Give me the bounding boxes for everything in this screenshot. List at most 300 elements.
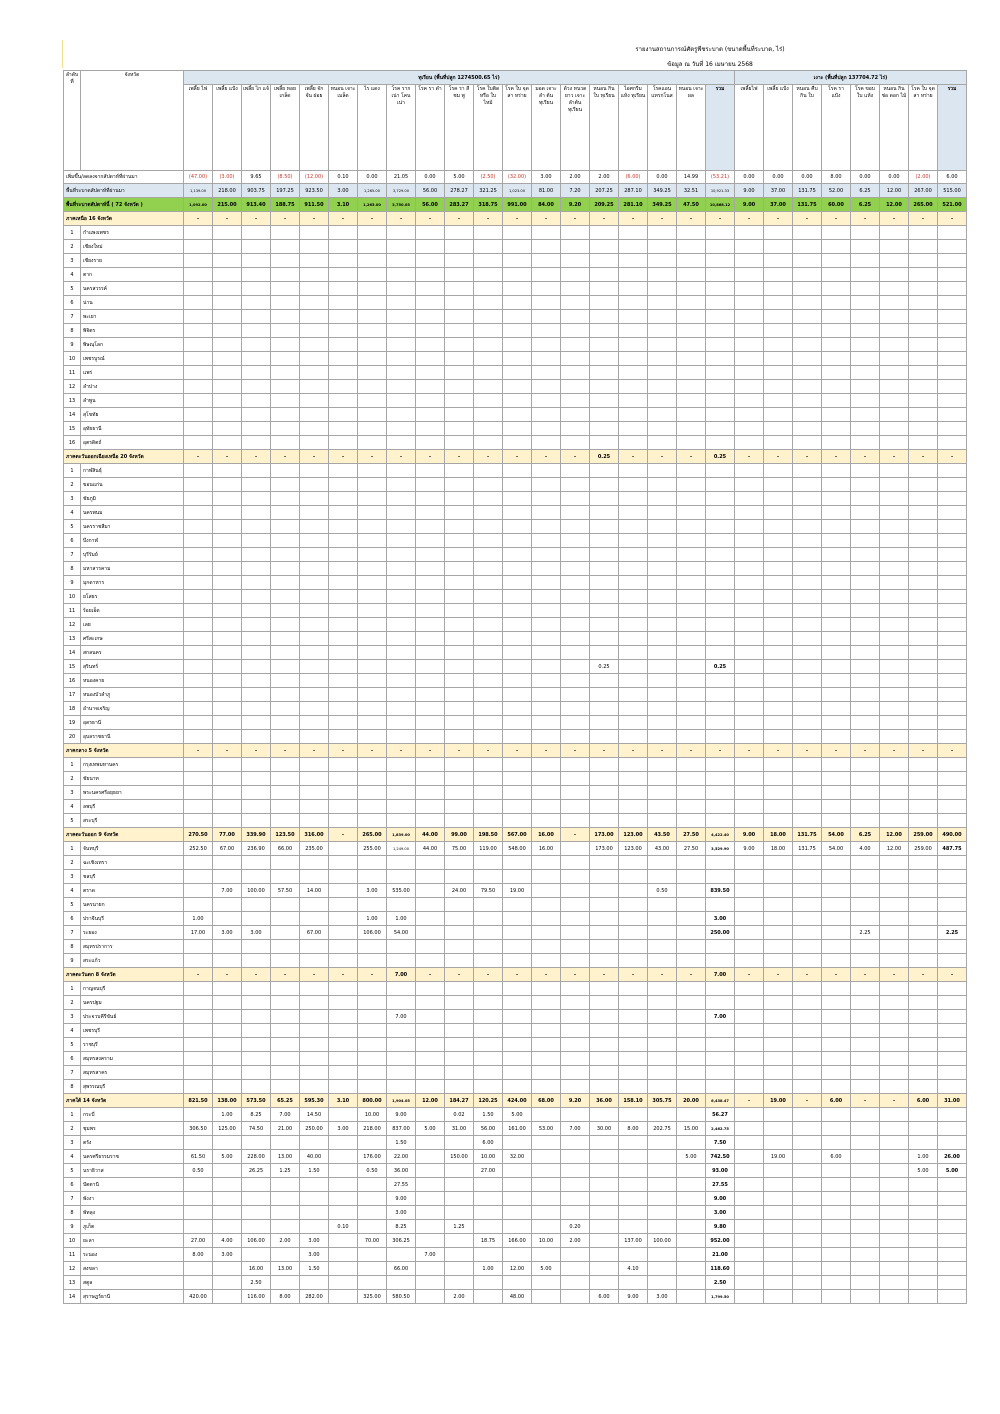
value-cell: [213, 478, 242, 492]
value-cell: [445, 660, 474, 674]
value-cell: [677, 940, 706, 954]
value-cell: 3.00: [242, 926, 271, 940]
durian-column-header: หนอน กินใบ ทุเรียน: [590, 85, 619, 171]
value-cell: [735, 982, 764, 996]
value-cell: [706, 394, 735, 408]
value-cell: [590, 562, 619, 576]
value-cell: [851, 912, 880, 926]
value-cell: [590, 1206, 619, 1220]
value-cell: [184, 772, 213, 786]
value-cell: [213, 1262, 242, 1276]
value-cell: [764, 548, 793, 562]
value-cell: 837.00: [387, 1122, 416, 1136]
region-row: [64, 212, 967, 226]
value-cell: 18.00: [764, 828, 793, 842]
value-cell: [242, 730, 271, 744]
value-cell: [793, 408, 822, 422]
value-cell: [300, 814, 329, 828]
value-cell: 3,729.00: [387, 184, 416, 198]
value-cell: [387, 492, 416, 506]
value-cell: [880, 338, 909, 352]
durian-column-header: เพลี้ย แป้ง: [213, 85, 242, 171]
value-cell: [300, 1206, 329, 1220]
value-cell: [851, 562, 880, 576]
value-cell: [387, 1024, 416, 1038]
value-cell: [648, 282, 677, 296]
value-cell: 3.00: [648, 1290, 677, 1304]
value-cell: [213, 254, 242, 268]
value-cell: [300, 940, 329, 954]
value-cell: [735, 506, 764, 520]
durian-column-header: โรค ใบ จุด สา หร่าย: [503, 85, 532, 171]
value-cell: [851, 520, 880, 534]
value-cell: [822, 1248, 851, 1262]
value-cell: 56.27: [706, 1108, 735, 1122]
value-cell: [938, 618, 967, 632]
value-cell: [735, 520, 764, 534]
value-cell: 120.25: [474, 1094, 503, 1108]
value-cell: [648, 800, 677, 814]
province-row: [64, 786, 967, 800]
value-cell: [561, 506, 590, 520]
value-cell: [590, 730, 619, 744]
value-cell: [822, 1262, 851, 1276]
value-cell: [677, 688, 706, 702]
value-cell: [677, 660, 706, 674]
value-cell: [213, 758, 242, 772]
value-cell: [938, 1276, 967, 1290]
value-cell: [677, 338, 706, 352]
value-cell: [648, 1262, 677, 1276]
province-name: ปราจีนบุรี: [81, 912, 184, 926]
value-cell: [329, 884, 358, 898]
value-cell: [880, 436, 909, 450]
value-cell: [329, 1290, 358, 1304]
value-cell: 7.00: [387, 968, 416, 982]
value-cell: [242, 1052, 271, 1066]
value-cell: [561, 464, 590, 478]
value-cell: [213, 1220, 242, 1234]
value-cell: 18.75: [474, 1234, 503, 1248]
value-cell: -: [503, 212, 532, 226]
value-cell: [561, 632, 590, 646]
value-cell: [474, 898, 503, 912]
value-cell: [532, 898, 561, 912]
value-cell: 123.00: [619, 842, 648, 856]
value-cell: [851, 1248, 880, 1262]
value-cell: [416, 702, 445, 716]
value-cell: [387, 1066, 416, 1080]
value-cell: [387, 254, 416, 268]
value-cell: [242, 1178, 271, 1192]
value-cell: 161.00: [503, 1122, 532, 1136]
province-name: นครพนม: [81, 506, 184, 520]
value-cell: [793, 324, 822, 338]
value-cell: [474, 1206, 503, 1220]
value-cell: [300, 856, 329, 870]
value-cell: -: [358, 968, 387, 982]
value-cell: [532, 324, 561, 338]
province-name: ชัยภูมิ: [81, 492, 184, 506]
value-cell: [184, 660, 213, 674]
value-cell: [474, 254, 503, 268]
value-cell: [300, 422, 329, 436]
value-cell: [822, 982, 851, 996]
value-cell: [329, 464, 358, 478]
value-cell: [619, 786, 648, 800]
value-cell: 31.00: [445, 1122, 474, 1136]
value-cell: [706, 576, 735, 590]
value-cell: [938, 856, 967, 870]
value-cell: -: [242, 968, 271, 982]
value-cell: [648, 534, 677, 548]
value-cell: [387, 1080, 416, 1094]
value-cell: [793, 352, 822, 366]
value-cell: -: [793, 1094, 822, 1108]
value-cell: [764, 296, 793, 310]
province-row: [64, 884, 967, 898]
value-cell: [474, 380, 503, 394]
value-cell: [793, 730, 822, 744]
value-cell: [271, 1010, 300, 1024]
value-cell: [619, 1108, 648, 1122]
value-cell: [677, 520, 706, 534]
value-cell: [909, 226, 938, 240]
row-index: 2: [64, 996, 81, 1010]
value-cell: [358, 1136, 387, 1150]
value-cell: [474, 422, 503, 436]
value-cell: [387, 380, 416, 394]
value-cell: [822, 1122, 851, 1136]
value-cell: [416, 1052, 445, 1066]
value-cell: 10.00: [358, 1108, 387, 1122]
value-cell: 1,139.00: [184, 184, 213, 198]
value-cell: [706, 632, 735, 646]
value-cell: 9.00: [706, 1192, 735, 1206]
value-cell: [619, 1248, 648, 1262]
value-cell: [329, 310, 358, 324]
value-cell: [764, 1290, 793, 1304]
value-cell: [271, 674, 300, 688]
value-cell: [503, 772, 532, 786]
value-cell: [532, 548, 561, 562]
value-cell: [590, 1150, 619, 1164]
province-name: พระนครศรีอยุธยา: [81, 786, 184, 800]
value-cell: 7.00: [416, 1248, 445, 1262]
value-cell: 6.00: [822, 1150, 851, 1164]
value-cell: [300, 660, 329, 674]
value-cell: [619, 688, 648, 702]
value-cell: [706, 408, 735, 422]
value-cell: [619, 926, 648, 940]
value-cell: [184, 1010, 213, 1024]
value-cell: 20.00: [677, 1094, 706, 1108]
value-cell: [735, 702, 764, 716]
value-cell: [793, 1192, 822, 1206]
value-cell: [416, 646, 445, 660]
value-cell: [822, 786, 851, 800]
value-cell: [184, 352, 213, 366]
value-cell: [561, 1010, 590, 1024]
value-cell: [503, 926, 532, 940]
value-cell: [764, 856, 793, 870]
value-cell: [735, 1024, 764, 1038]
value-cell: [503, 590, 532, 604]
value-cell: 490.00: [938, 828, 967, 842]
value-cell: [358, 674, 387, 688]
value-cell: [793, 646, 822, 660]
value-cell: 282.00: [300, 1290, 329, 1304]
value-cell: [213, 688, 242, 702]
value-cell: [532, 366, 561, 380]
value-cell: [706, 534, 735, 548]
value-cell: [184, 1136, 213, 1150]
value-cell: [271, 394, 300, 408]
row-index: 9: [64, 338, 81, 352]
total-row: [64, 198, 967, 212]
value-cell: [445, 716, 474, 730]
durian-column-header: หนอน เจาะ เมล็ด: [329, 85, 358, 171]
value-cell: [648, 226, 677, 240]
value-cell: [532, 772, 561, 786]
value-cell: [300, 1136, 329, 1150]
value-cell: -: [532, 744, 561, 758]
value-cell: [735, 1248, 764, 1262]
value-cell: [242, 660, 271, 674]
value-cell: [648, 268, 677, 282]
value-cell: [416, 604, 445, 618]
province-name: อำนาจเจริญ: [81, 702, 184, 716]
value-cell: 0.00: [416, 171, 445, 184]
value-cell: [474, 534, 503, 548]
rambutan-column-header: เพลี้ยไฟ: [735, 85, 764, 171]
value-cell: [938, 1136, 967, 1150]
value-cell: 0.25: [590, 450, 619, 464]
value-cell: [648, 996, 677, 1010]
value-cell: -: [503, 450, 532, 464]
value-cell: [706, 954, 735, 968]
durian-group-header: ทุเรียน (พื้นที่ปลูก 1274500.65 ไร่): [184, 71, 735, 85]
value-cell: [532, 1010, 561, 1024]
value-cell: [648, 772, 677, 786]
value-cell: [677, 716, 706, 730]
row-index: 14: [64, 1290, 81, 1304]
value-cell: [590, 590, 619, 604]
value-cell: [242, 478, 271, 492]
value-cell: [184, 940, 213, 954]
province-name: ราชบุรี: [81, 1038, 184, 1052]
value-cell: [329, 1010, 358, 1024]
value-cell: [619, 352, 648, 366]
value-cell: 236.90: [242, 842, 271, 856]
row-index: 18: [64, 702, 81, 716]
province-name: ร้อยเอ็ด: [81, 604, 184, 618]
value-cell: -: [909, 968, 938, 982]
value-cell: [416, 954, 445, 968]
value-cell: [938, 1052, 967, 1066]
value-cell: [242, 702, 271, 716]
value-cell: [764, 912, 793, 926]
value-cell: [648, 380, 677, 394]
value-cell: [822, 884, 851, 898]
value-cell: [590, 1276, 619, 1290]
value-cell: [909, 674, 938, 688]
value-cell: [938, 478, 967, 492]
value-cell: [909, 1234, 938, 1248]
value-cell: [880, 562, 909, 576]
value-cell: [416, 254, 445, 268]
value-cell: [503, 226, 532, 240]
value-cell: [300, 352, 329, 366]
value-cell: [909, 394, 938, 408]
value-cell: 9.20: [561, 1094, 590, 1108]
province-name: ระยอง: [81, 926, 184, 940]
value-cell: [880, 800, 909, 814]
value-cell: [445, 1262, 474, 1276]
value-cell: [503, 898, 532, 912]
value-cell: [909, 1192, 938, 1206]
province-row: [64, 282, 967, 296]
value-cell: [851, 268, 880, 282]
value-cell: [619, 1052, 648, 1066]
value-cell: [706, 716, 735, 730]
value-cell: [561, 1038, 590, 1052]
value-cell: [271, 730, 300, 744]
value-cell: [445, 436, 474, 450]
value-cell: [938, 548, 967, 562]
value-cell: [793, 520, 822, 534]
value-cell: [880, 310, 909, 324]
value-cell: [880, 1010, 909, 1024]
value-cell: [590, 996, 619, 1010]
value-cell: [822, 632, 851, 646]
value-cell: [503, 1164, 532, 1178]
value-cell: -: [242, 450, 271, 464]
value-cell: [474, 1038, 503, 1052]
value-cell: [677, 814, 706, 828]
value-cell: [416, 1108, 445, 1122]
value-cell: [358, 226, 387, 240]
value-cell: [677, 1220, 706, 1234]
value-cell: [706, 786, 735, 800]
value-cell: 207.25: [590, 184, 619, 198]
value-cell: [532, 800, 561, 814]
value-cell: [474, 268, 503, 282]
province-row: [64, 618, 967, 632]
province-row: [64, 534, 967, 548]
value-cell: -: [706, 212, 735, 226]
value-cell: [648, 352, 677, 366]
province-row: [64, 1052, 967, 1066]
value-cell: [793, 548, 822, 562]
value-cell: [590, 1010, 619, 1024]
value-cell: [184, 506, 213, 520]
value-cell: [300, 618, 329, 632]
value-cell: [242, 1248, 271, 1262]
value-cell: [880, 422, 909, 436]
value-cell: [648, 310, 677, 324]
value-cell: [213, 604, 242, 618]
value-cell: [648, 1192, 677, 1206]
value-cell: [387, 1276, 416, 1290]
province-row: [64, 800, 967, 814]
value-cell: [880, 352, 909, 366]
value-cell: [764, 1164, 793, 1178]
value-cell: [619, 394, 648, 408]
value-cell: [822, 1276, 851, 1290]
value-cell: [793, 702, 822, 716]
value-cell: [503, 688, 532, 702]
value-cell: 5.00: [532, 1262, 561, 1276]
value-cell: [532, 618, 561, 632]
value-cell: [590, 604, 619, 618]
row-index: 8: [64, 940, 81, 954]
province-row: [64, 926, 967, 940]
value-cell: 573.50: [242, 1094, 271, 1108]
value-cell: [909, 1010, 938, 1024]
value-cell: 31.00: [938, 1094, 967, 1108]
value-cell: [271, 954, 300, 968]
province-row: [64, 576, 967, 590]
value-cell: [474, 632, 503, 646]
value-cell: 209.25: [590, 198, 619, 212]
value-cell: [561, 254, 590, 268]
value-cell: [822, 1234, 851, 1248]
value-cell: 202.75: [648, 1122, 677, 1136]
value-cell: [271, 996, 300, 1010]
value-cell: [300, 506, 329, 520]
value-cell: [735, 856, 764, 870]
value-cell: [880, 254, 909, 268]
value-cell: [532, 1150, 561, 1164]
province-row: [64, 240, 967, 254]
province-row: [64, 758, 967, 772]
prev-row: [64, 184, 967, 198]
value-cell: [648, 576, 677, 590]
value-cell: 2.50: [242, 1276, 271, 1290]
value-cell: [822, 660, 851, 674]
value-cell: [619, 436, 648, 450]
value-cell: [271, 408, 300, 422]
province-name: ตาก: [81, 268, 184, 282]
value-cell: [590, 982, 619, 996]
value-cell: [764, 1038, 793, 1052]
value-cell: [271, 492, 300, 506]
value-cell: [184, 1080, 213, 1094]
value-cell: [242, 492, 271, 506]
value-cell: 68.00: [532, 1094, 561, 1108]
value-cell: [677, 1038, 706, 1052]
value-cell: [619, 1024, 648, 1038]
value-cell: [532, 254, 561, 268]
value-cell: [532, 660, 561, 674]
value-cell: [358, 1024, 387, 1038]
value-cell: 0.20: [561, 1220, 590, 1234]
value-cell: [764, 1206, 793, 1220]
value-cell: [764, 366, 793, 380]
value-cell: -: [677, 212, 706, 226]
value-cell: -: [387, 744, 416, 758]
value-cell: [329, 324, 358, 338]
value-cell: [271, 478, 300, 492]
value-cell: [619, 338, 648, 352]
value-cell: [561, 912, 590, 926]
value-cell: [677, 604, 706, 618]
value-cell: 198.50: [474, 828, 503, 842]
value-cell: 70.00: [358, 1234, 387, 1248]
value-cell: [909, 730, 938, 744]
row-index: 15: [64, 660, 81, 674]
